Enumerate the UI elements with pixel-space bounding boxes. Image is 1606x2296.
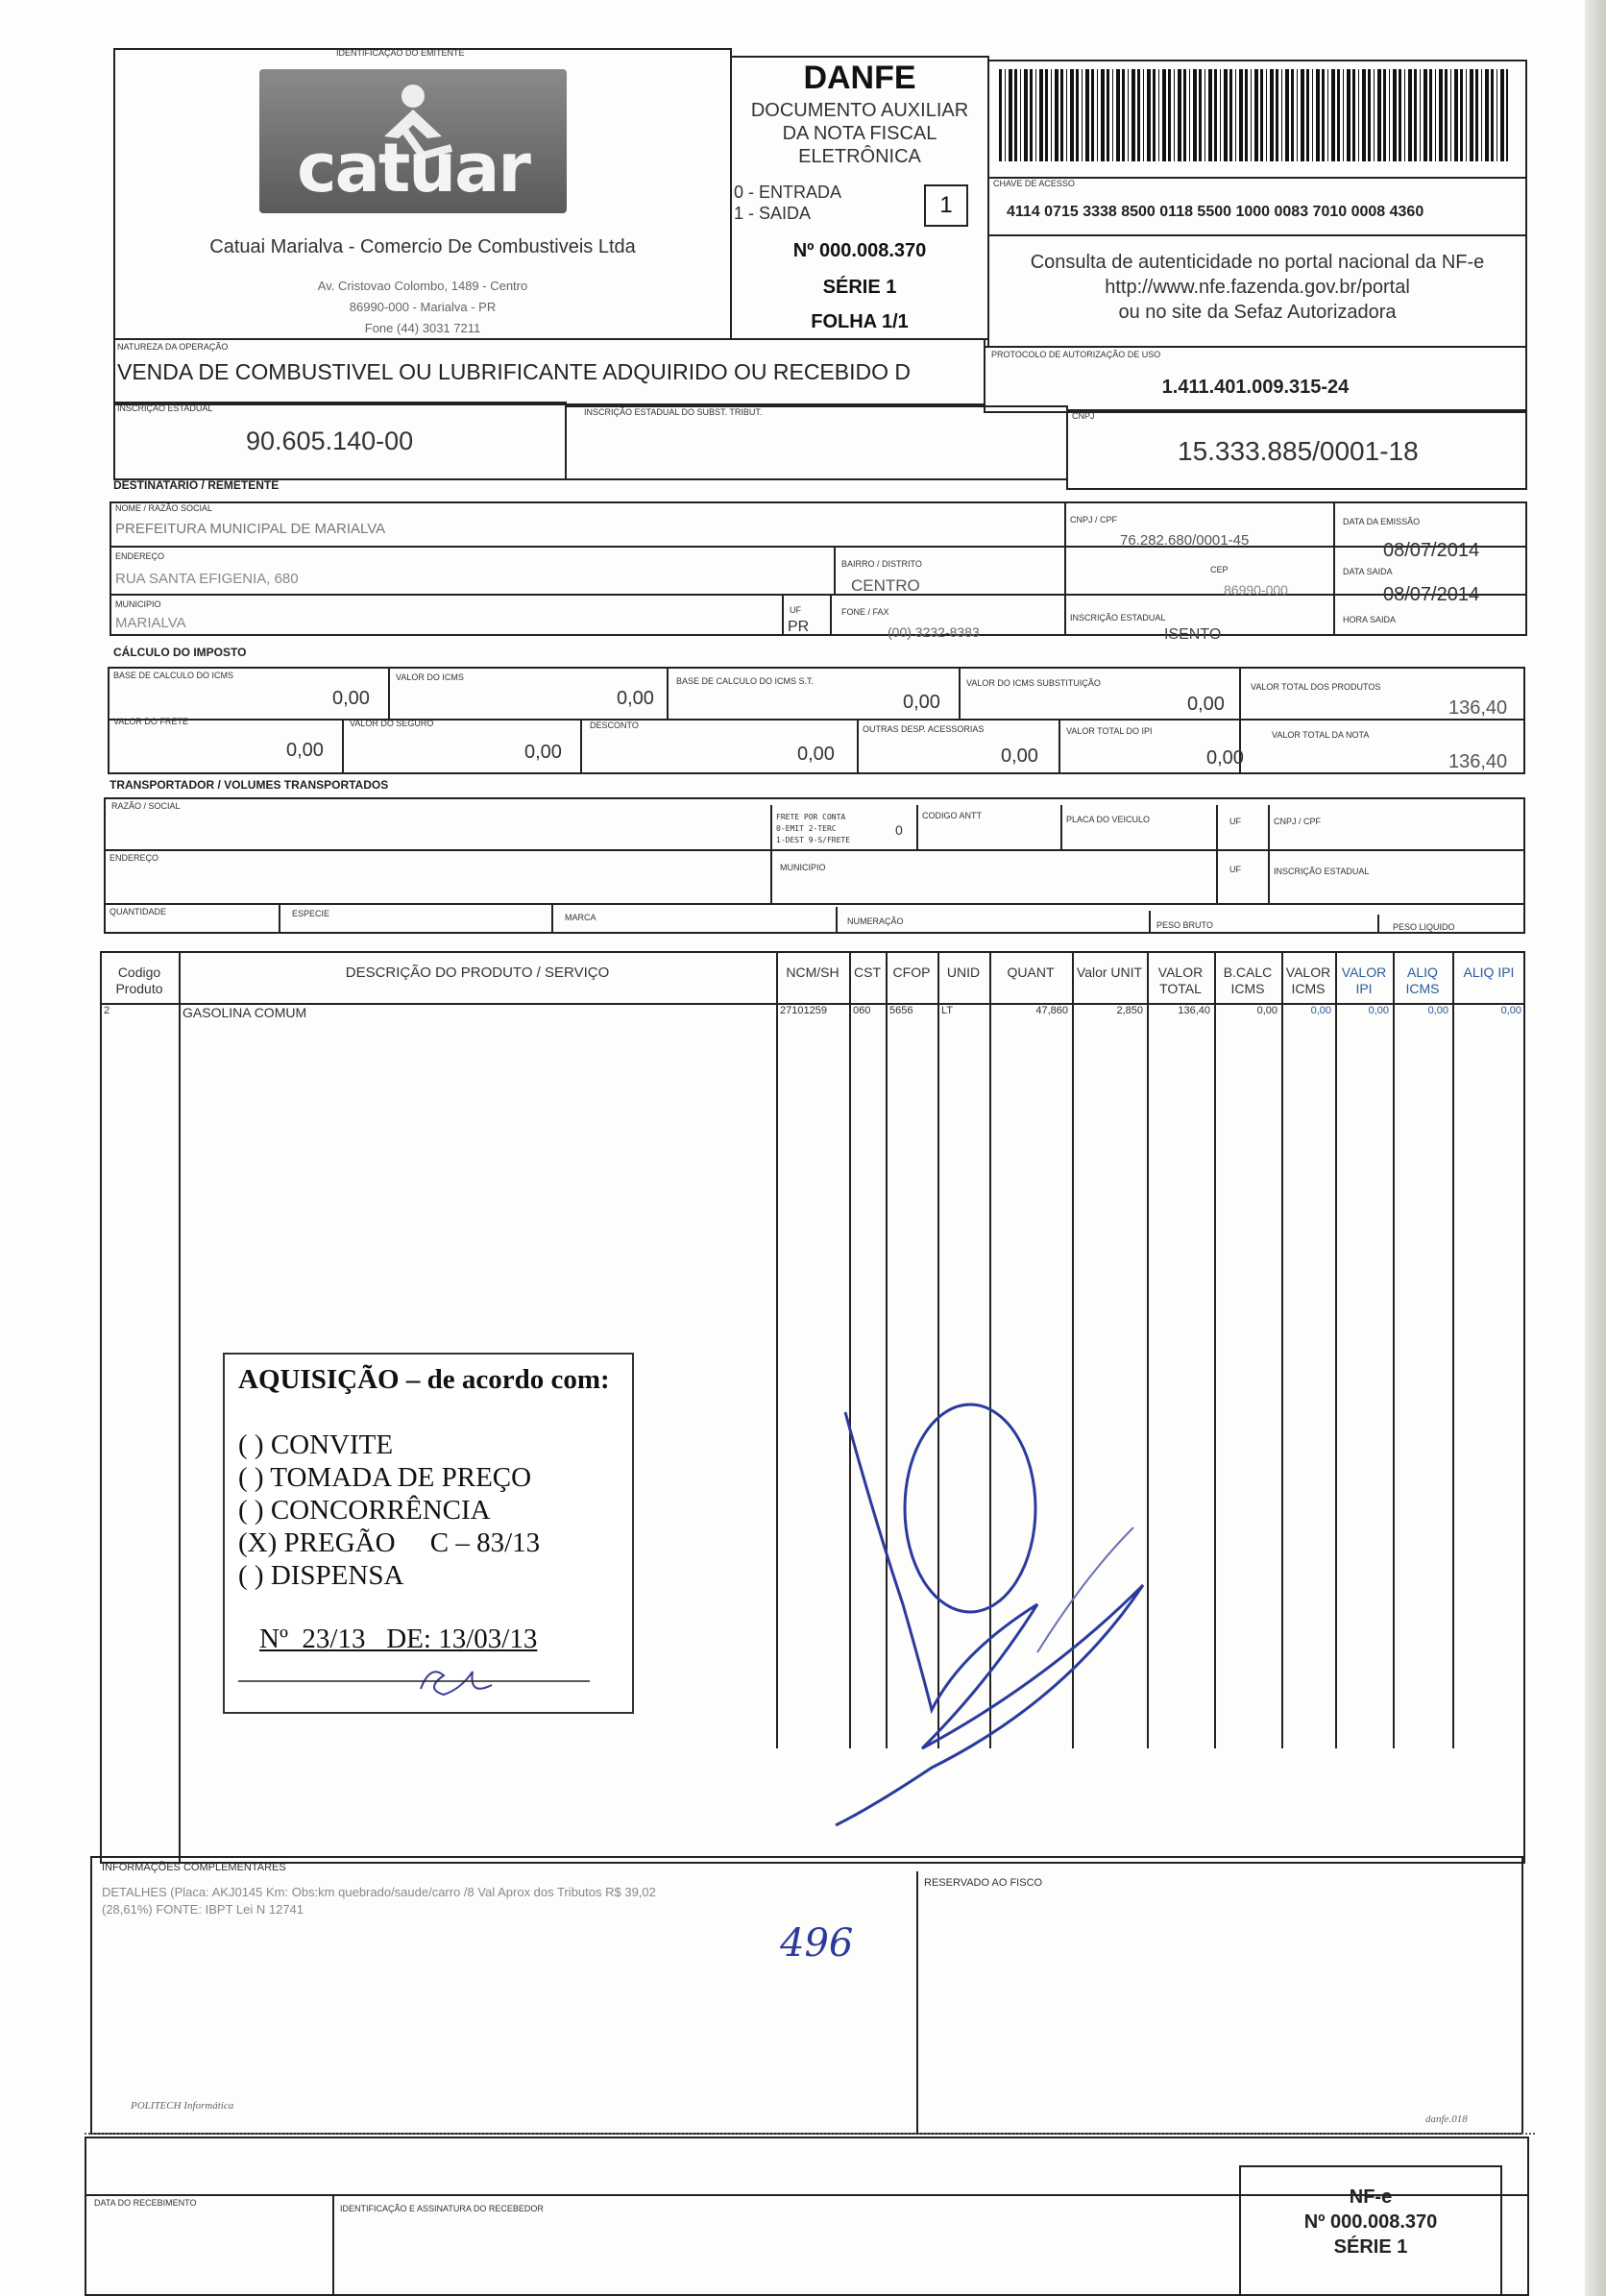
- footer-numero: Nº 000.008.370: [1303, 2211, 1438, 2233]
- produtos-header-aliqipi: ALIQ IPI: [1463, 965, 1515, 980]
- dest-fone-label: FONE / FAX: [841, 607, 889, 617]
- rule: [959, 667, 961, 719]
- danfe-subtitle3: ELETRÔNICA: [798, 146, 921, 167]
- danfe-subtitle1: DOCUMENTO AUXILIAR: [750, 100, 969, 121]
- v-icms-label: VALOR DO ICMS: [396, 672, 464, 682]
- footer-data-label: DATA DO RECEBIMENTO: [94, 2198, 197, 2208]
- natureza-label: NATUREZA DA OPERAÇÃO: [117, 342, 229, 352]
- transp-antt-label: CODIGO ANTT: [922, 811, 983, 820]
- frete-label: VALOR DO FRETE: [113, 717, 188, 726]
- produtos-cell-cst: 060: [853, 1005, 871, 1016]
- transp-frete-label2: 0-EMIT 2-TERC: [776, 824, 837, 833]
- rule: [1149, 911, 1151, 934]
- danfe-serie: SÉRIE 1: [822, 277, 897, 298]
- dest-hora-label: HORA SAIDA: [1343, 615, 1397, 624]
- emitente-address1: Av. Cristovao Colombo, 1489 - Centro: [317, 279, 528, 293]
- transp-especie-label: ESPECIE: [292, 909, 330, 918]
- transp-uf-label: UF: [1229, 817, 1241, 826]
- transp-uf2-label: UF: [1229, 865, 1241, 874]
- seguro: 0,00: [524, 742, 562, 763]
- stamp-initials-icon: [225, 1355, 636, 1716]
- produtos-cell-codigo: 2: [104, 1005, 110, 1016]
- transp-cnpj-label: CNPJ / CPF: [1274, 817, 1322, 826]
- produtos-cell-ncm: 27101259: [780, 1005, 827, 1016]
- dest-fone: (00) 3232-8383: [888, 624, 980, 640]
- produtos-cell-vipi: 0,00: [1368, 1005, 1389, 1016]
- rule: [1216, 805, 1218, 903]
- aquisicao-stamp: [223, 1353, 634, 1714]
- natureza-value: VENDA DE COMBUSTIVEL OU LUBRIFICANTE ADQUIRIDO OU RECEBIDO D: [117, 359, 912, 384]
- frete: 0,00: [286, 740, 324, 761]
- rule: [104, 849, 1525, 851]
- chave-consulta2: http://www.nfe.fazenda.gov.br/portal: [1105, 277, 1410, 298]
- v-prod-label: VALOR TOTAL DOS PRODUTOS: [1251, 682, 1381, 692]
- rule: [279, 903, 280, 934]
- rule: [1268, 805, 1270, 903]
- transp-municipio-label: MUNICIPIO: [780, 863, 826, 872]
- barcode: [999, 69, 1508, 161]
- bc-icms: 0,00: [332, 688, 370, 709]
- info-handwritten: 496: [780, 1921, 854, 1966]
- v-st: 0,00: [1187, 694, 1225, 715]
- ie-label: INSCRIÇÃO ESTADUAL: [117, 403, 213, 413]
- dest-bairro-label: BAIRRO / DISTRITO: [841, 559, 922, 569]
- danfe-folha: FOLHA 1/1: [811, 311, 909, 332]
- chave-consulta1: Consulta de autenticidade no portal nacional da NF-e: [1030, 252, 1485, 273]
- rule: [1333, 501, 1335, 636]
- dest-cnpj-label: CNPJ / CPF: [1070, 515, 1118, 525]
- footer-left: POLITECH Informática: [131, 2100, 234, 2112]
- produtos-header-cfop: CFOP: [892, 965, 931, 980]
- desconto: 0,00: [797, 744, 835, 765]
- dest-ie-label: INSCRIÇÃO ESTADUAL: [1070, 613, 1166, 623]
- cnpj-value: 15.333.885/0001-18: [1178, 436, 1419, 466]
- rule: [580, 719, 582, 774]
- protocolo-label: PROTOCOLO DE AUTORIZAÇÃO DE USO: [991, 350, 1161, 359]
- transp-bruto-label: PESO BRUTO: [1156, 920, 1213, 930]
- ie-value: 90.605.140-00: [246, 427, 414, 455]
- transp-frete-label3: 1-DEST 9-S/FRETE: [776, 836, 851, 844]
- bc-icms-label: BASE DE CALCULO DO ICMS: [113, 671, 234, 680]
- danfe-entrada: 0 - ENTRADA: [734, 183, 842, 202]
- scan-edge: [1585, 0, 1606, 2296]
- transp-placa-label: PLACA DO VEICULO: [1066, 815, 1151, 824]
- dest-emissao: 08/07/2014: [1383, 540, 1480, 561]
- produtos-column-rule: [1214, 951, 1216, 1748]
- produtos-column-rule: [1393, 951, 1395, 1748]
- produtos-cell-vunit: 2,850: [1116, 1005, 1143, 1016]
- stamp-title: AQUISIÇÃO – de acordo com:: [238, 1364, 610, 1395]
- produtos-header-vtotal: VALOR TOTAL: [1157, 965, 1204, 996]
- info-text1: DETALHES (Placa: AKJ0145 Km: Obs:km quebrado/saude/carro /8 Val Aprox dos Tributos R$ 39,02: [102, 1885, 656, 1899]
- logo-text: catuar: [297, 129, 529, 208]
- rule: [551, 903, 553, 934]
- v-prod: 136,40: [1448, 697, 1508, 719]
- desconto-label: DESCONTO: [590, 721, 639, 730]
- dest-bairro: CENTRO: [851, 576, 920, 595]
- danfe-title: DANFE: [803, 60, 916, 96]
- footer-assin-label: IDENTIFICAÇÃO E ASSINATURA DO RECEBEDOR: [340, 2204, 544, 2213]
- footer-nfe: NF-e: [1349, 2186, 1393, 2208]
- outras: 0,00: [1001, 745, 1038, 767]
- dest-nome-label: NOME / RAZÃO SOCIAL: [115, 503, 213, 513]
- rule: [110, 594, 1527, 596]
- produtos-header-unid: UNID: [946, 965, 981, 980]
- produtos-cell-aliqicms: 0,00: [1427, 1005, 1448, 1016]
- v-st-label: VALOR DO ICMS SUBSTITUIÇÃO: [966, 678, 1101, 688]
- footer-right: danfe.018: [1425, 2113, 1468, 2125]
- outras-label: OUTRAS DESP. ACESSORIAS: [863, 724, 985, 734]
- stamp-dispensa: ( ) DISPENSA: [238, 1560, 404, 1591]
- produtos-header-quant: QUANT: [1007, 965, 1055, 980]
- fisco-label: RESERVADO AO FISCO: [924, 1877, 1043, 1889]
- rule: [916, 805, 918, 849]
- stamp-pregao: (X) PREGÃO C – 83/13: [238, 1527, 541, 1558]
- transp-quant-label: QUANTIDADE: [110, 907, 167, 916]
- transporte-section: TRANSPORTADOR / VOLUMES TRANSPORTADOS: [110, 778, 389, 792]
- transp-razao-label: RAZÃO / SOCIAL: [111, 801, 181, 811]
- rule: [1058, 719, 1060, 774]
- rule: [770, 805, 772, 903]
- seguro-label: VALOR DO SEGURO: [350, 719, 434, 728]
- rule: [836, 907, 838, 934]
- dest-uf-label: UF: [790, 605, 801, 615]
- rule: [110, 546, 1527, 548]
- chave-value: 4114 0715 3338 8500 0118 5500 1000 0083 7010 0008 4360: [1007, 204, 1424, 220]
- rule: [834, 546, 836, 594]
- produtos-column-rule: [776, 951, 778, 1748]
- rule: [987, 234, 1527, 236]
- stamp-concorrencia: ( ) CONCORRÊNCIA: [238, 1495, 491, 1526]
- produtos-header-aliqicms: ALIQ ICMS: [1405, 965, 1440, 996]
- produtos-header-ncm: NCM/SH: [786, 965, 840, 980]
- bc-st-label: BASE DE CALCULO DO ICMS S.T.: [676, 676, 815, 686]
- produtos-header-descricao: DESCRIÇÃO DO PRODUTO / SERVIÇO: [345, 965, 610, 981]
- produtos-column-rule: [1281, 951, 1283, 1748]
- rule: [857, 719, 859, 774]
- rule: [1377, 915, 1379, 934]
- danfe-tipo: 1: [924, 184, 968, 227]
- rule: [782, 594, 784, 636]
- emitente-address2: 86990-000 - Marialva - PR: [349, 300, 497, 314]
- imposto-section: CÁLCULO DO IMPOSTO: [113, 646, 247, 659]
- rule: [108, 719, 1525, 721]
- produtos-header-vicms: VALOR ICMS: [1285, 965, 1331, 996]
- cnpj-label: CNPJ: [1072, 411, 1095, 421]
- produtos-cell-descricao: GASOLINA COMUM: [182, 1005, 307, 1020]
- transp-endereco-label: ENDEREÇO: [110, 853, 159, 863]
- company-logo: [259, 69, 567, 213]
- footer-serie: SÉRIE 1: [1333, 2236, 1408, 2258]
- rule: [667, 667, 669, 719]
- rule: [916, 1871, 918, 2135]
- info-text2: (28,61%) FONTE: IBPT Lei N 12741: [102, 1902, 304, 1917]
- dest-endereco-label: ENDEREÇO: [115, 551, 165, 561]
- rule: [388, 667, 390, 719]
- produtos-header-bcalc: B.CALC ICMS: [1223, 965, 1273, 996]
- emitente-phone: Fone (44) 3031 7211: [364, 321, 481, 335]
- produtos-column-rule: [1335, 951, 1337, 1748]
- ipi: 0,00: [1206, 747, 1244, 769]
- destinatario-section: DESTINATARIO / REMETENTE: [113, 478, 280, 492]
- dest-cep-label: CEP: [1210, 565, 1229, 574]
- produtos-header-cst: CST: [854, 965, 881, 980]
- cut-line: [85, 2133, 1535, 2135]
- dest-uf: PR: [788, 619, 810, 635]
- produtos-cell-quant: 47,860: [1035, 1005, 1068, 1016]
- chave-consulta3: ou no site da Sefaz Autorizadora: [1118, 302, 1397, 323]
- produtos-header-vipi: VALOR IPI: [1341, 965, 1387, 996]
- stamp-numero: Nº 23/13 DE: 13/03/13: [259, 1624, 538, 1654]
- transp-ie-label: INSCRIÇÃO ESTADUAL: [1274, 867, 1370, 876]
- dest-endereco: RUA SANTA EFIGENIA, 680: [115, 571, 299, 587]
- stamp-tomada: ( ) TOMADA DE PREÇO: [238, 1462, 532, 1493]
- protocolo-value: 1.411.401.009.315-24: [1161, 377, 1350, 398]
- transp-marca-label: MARCA: [565, 913, 596, 922]
- danfe-numero: Nº 000.008.370: [792, 240, 927, 261]
- transp-numeracao-label: NUMERAÇÃO: [847, 916, 904, 926]
- produtos-column-rule: [179, 951, 181, 1864]
- danfe-saida: 1 - SAIDA: [734, 204, 812, 223]
- dest-municipio: MARIALVA: [115, 615, 186, 631]
- emitente-section-label: IDENTIFICAÇÃO DO EMITENTE: [336, 48, 465, 58]
- produtos-header-codigo: Codigo Produto: [115, 965, 163, 996]
- dest-cep: 86990-000: [1224, 582, 1288, 598]
- stamp-convite: ( ) CONVITE: [238, 1429, 394, 1460]
- produtos-cell-bcalc: 0,00: [1256, 1005, 1278, 1016]
- rule: [342, 719, 344, 774]
- ie-st-label: INSCRIÇÃO ESTADUAL DO SUBST. TRIBUT.: [584, 407, 763, 417]
- produtos-cell-vicms: 0,00: [1310, 1005, 1331, 1016]
- signature-icon: [816, 1364, 1181, 1864]
- produtos-cell-vtotal: 136,40: [1178, 1005, 1210, 1016]
- transp-liquido-label: PESO LIQUIDO: [1393, 922, 1455, 932]
- dest-saida: 08/07/2014: [1383, 584, 1480, 605]
- dest-saida-label: DATA SAIDA: [1343, 567, 1393, 576]
- produtos-cell-aliqipi: 0,00: [1500, 1005, 1521, 1016]
- v-nota-label: VALOR TOTAL DA NOTA: [1272, 730, 1370, 740]
- dest-nome: PREFEITURA MUNICIPAL DE MARIALVA: [115, 521, 386, 537]
- v-icms: 0,00: [617, 688, 654, 709]
- produtos-cell-unid: LT: [941, 1005, 954, 1016]
- dest-emissao-label: DATA DA EMISSÃO: [1343, 517, 1421, 526]
- rule: [830, 594, 832, 636]
- dest-cnpj: 76.282.680/0001-45: [1120, 532, 1250, 549]
- rule: [104, 903, 1525, 905]
- produtos-header-vunit: Valor UNIT: [1076, 965, 1143, 980]
- info-label: INFORMAÇÕES COMPLEMENTARES: [102, 1862, 286, 1873]
- v-nota: 136,40: [1448, 751, 1508, 772]
- transp-frete-label1: FRETE POR CONTA: [776, 813, 846, 821]
- bc-st: 0,00: [903, 692, 940, 713]
- rule: [332, 2194, 334, 2296]
- ipi-label: VALOR TOTAL DO IPI: [1066, 726, 1153, 736]
- rule: [1060, 805, 1062, 849]
- rule: [1064, 501, 1066, 636]
- transp-frete-val: 0: [895, 822, 903, 838]
- dest-ie: ISENTO: [1164, 626, 1222, 643]
- emitente-name: Catuai Marialva - Comercio De Combustiveis Ltda: [209, 236, 636, 257]
- produtos-column-rule: [1452, 951, 1454, 1748]
- danfe-subtitle2: DA NOTA FISCAL: [782, 123, 937, 144]
- chave-label: CHAVE DE ACESSO: [993, 179, 1075, 188]
- produtos-cell-cfop: 5656: [889, 1005, 913, 1016]
- dest-municipio-label: MUNICIPIO: [115, 599, 161, 609]
